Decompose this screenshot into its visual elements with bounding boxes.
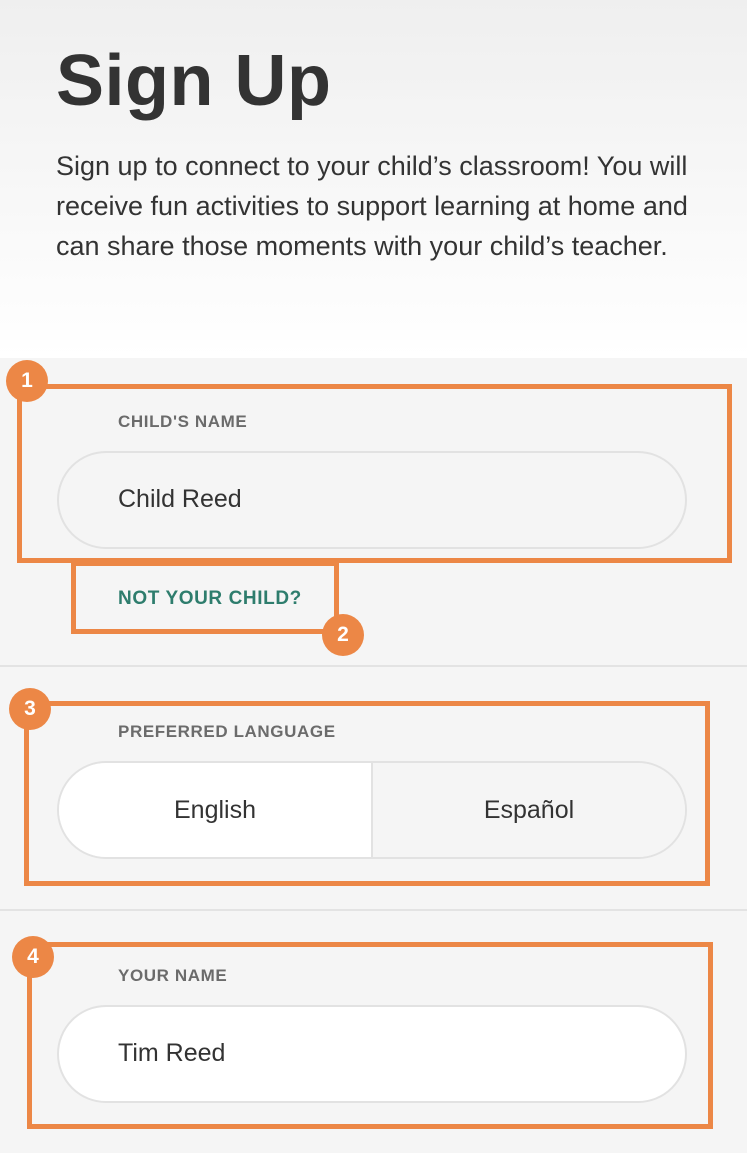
callout-badge-4: 4 [12,936,54,978]
language-option-english[interactable]: English [59,763,373,857]
preferred-language-label: PREFERRED LANGUAGE [118,722,336,741]
callout-badge-3: 3 [9,688,51,730]
callout-box-4 [27,942,713,1129]
callout-box-2 [71,561,339,634]
not-your-child-link[interactable]: NOT YOUR CHILD? [118,588,302,609]
intro-text: Sign up to connect to your child’s classroom! You will receive fun activities to support learning at home and can share those moments with your child’s teacher. [56,151,688,261]
your-name-label: YOUR NAME [118,966,228,985]
child-name-label: CHILD'S NAME [118,412,248,431]
callout-badge-2: 2 [322,614,364,656]
your-name-value: Tim Reed [118,1039,226,1067]
divider [0,909,747,911]
callout-box-3 [24,701,710,886]
language-option-espanol[interactable]: Español [373,763,685,857]
callout-box-1 [17,384,732,563]
page-title: Sign Up [56,41,332,121]
header [0,0,747,358]
child-name-value: Child Reed [118,485,242,513]
callout-badge-1: 1 [6,360,48,402]
divider [0,665,747,667]
